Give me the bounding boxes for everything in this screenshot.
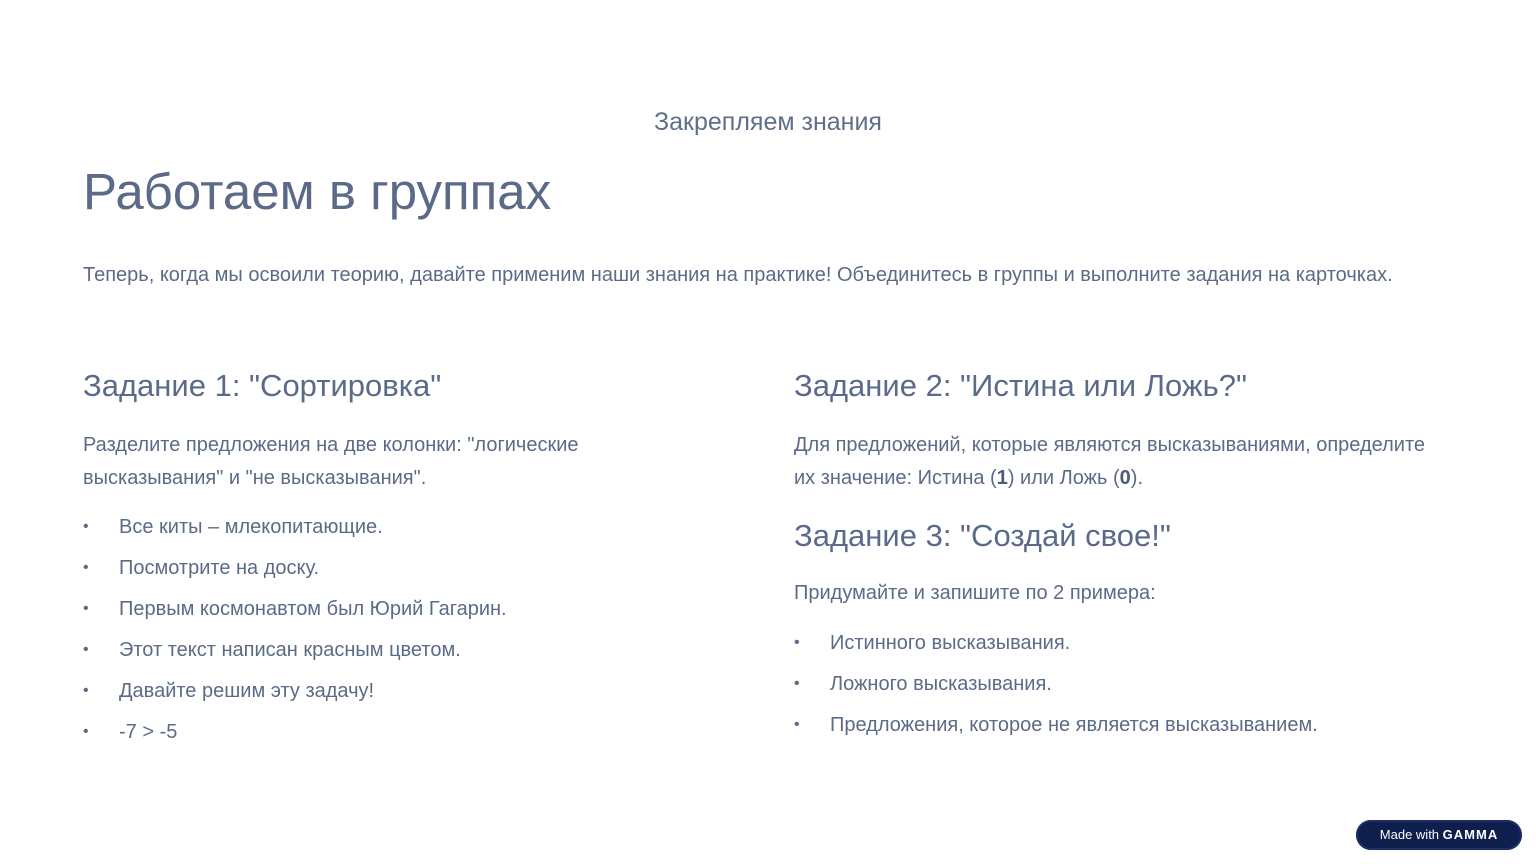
bullet-icon: • <box>794 675 800 692</box>
bullet-icon: • <box>83 559 89 576</box>
slide-intro: Теперь, когда мы освоили теорию, давайте применим наши знания на практике! Объединитесь в группы и выполните задания на карточках. <box>83 264 1393 286</box>
list-item <box>83 595 643 623</box>
bullet-icon: • <box>794 716 800 733</box>
slide-subtitle: Закрепляем знания <box>654 108 882 136</box>
list-item-text: Ложного высказывания. <box>830 673 1052 695</box>
false-value: 0 <box>1119 467 1131 489</box>
task1-list <box>83 513 643 746</box>
list-item <box>83 636 643 664</box>
list-item <box>83 677 643 705</box>
list-item <box>794 711 1474 739</box>
task1-title: Задание 1: "Сортировка" <box>83 368 442 403</box>
list-item-text: Предложения, которое не является высказыванием. <box>830 714 1318 736</box>
bullet-icon: • <box>83 682 89 699</box>
task2-text-pre: их значение: Истина ( <box>794 467 997 489</box>
list-item-text: Давайте решим эту задачу! <box>119 680 375 702</box>
task3-title: Задание 3: "Создай свое!" <box>794 518 1171 553</box>
bullet-icon: • <box>83 723 89 740</box>
list-item <box>83 554 643 582</box>
list-item-text: Все киты – млекопитающие. <box>119 516 383 538</box>
task3-list <box>794 629 1474 739</box>
list-item-text: Посмотрите на доску. <box>119 557 320 579</box>
true-value: 1 <box>996 467 1008 489</box>
task1-description-line2: высказывания" и "не высказывания". <box>83 467 427 489</box>
task1-column <box>83 365 643 746</box>
bullet-icon: • <box>83 600 89 617</box>
list-item <box>83 718 643 746</box>
bullet-icon: • <box>83 518 89 535</box>
bullet-icon: • <box>794 634 800 651</box>
list-item <box>794 670 1474 698</box>
made-with-gamma-badge[interactable] <box>1356 820 1522 850</box>
task2-text-post: ). <box>1130 467 1144 489</box>
task2-text-mid: ) или Ложь ( <box>1007 467 1120 489</box>
task2-task3-column <box>794 365 1474 739</box>
task1-description <box>83 429 643 495</box>
list-item-text: Истинного высказывания. <box>830 632 1071 654</box>
bullet-icon: • <box>83 641 89 658</box>
task1-description-line1: Разделите предложения на две колонки: "логические <box>83 434 579 456</box>
task2-description-line1: Для предложений, которые являются высказываниями, определите <box>794 434 1426 456</box>
list-item-text: -7 > -5 <box>119 721 178 743</box>
list-item <box>794 629 1474 657</box>
task2-title: Задание 2: "Истина или Ложь?" <box>794 368 1248 403</box>
gamma-logo: GAMMA <box>1442 827 1499 842</box>
list-item <box>83 513 643 541</box>
list-item-text: Первым космонавтом был Юрий Гагарин. <box>119 598 507 620</box>
task3-description: Придумайте и запишите по 2 примера: <box>794 582 1156 604</box>
list-item-text: Этот текст написан красным цветом. <box>119 639 461 661</box>
badge-prefix: Made with <box>1379 827 1443 842</box>
task2-description <box>794 429 1474 495</box>
slide-title: Работаем в группах <box>83 163 552 220</box>
